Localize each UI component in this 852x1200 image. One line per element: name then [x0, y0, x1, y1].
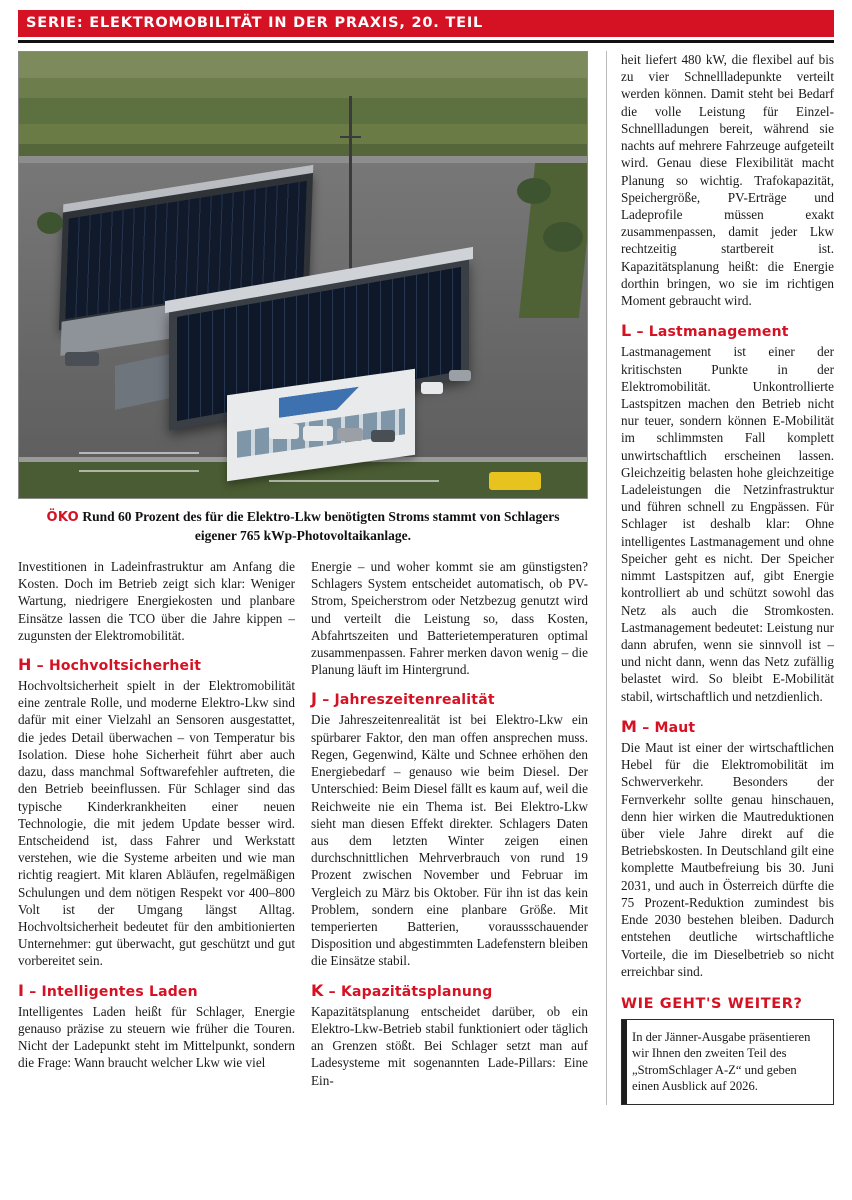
- section-letter-h: H: [18, 654, 32, 674]
- paragraph-kapazitaetsplanung-cont: heit liefert 480 kW, die flexibel auf bis zu vier Schnellladepunkte verteilt werden können. Damit steht bei Bedarf die volle Leistung für Einzel-Schnellladungen bereit, während sie nachts auf mehrere Fahrzeuge aufgeteilt wird. Genau diese Flexibilität macht Planung so wichtig. Trafokapazität, Speichergröße, PV-Erträge und Ladeprofile müssen exakt zusammenpassen, damit jeder Lkw rechtzeitig startbereit ist. Kapazitätsplanung heißt: die Energie dorthin bringen, wo sie im richtigen Moment gebraucht wird.: [621, 52, 834, 309]
- caption-text: Rund 60 Prozent des für die Elektro-Lkw benötigten Stroms stammt von Schlagers eigener 765 kWp-Photovoltaikanlage.: [78, 509, 560, 543]
- column-2: [311, 558, 588, 1089]
- teaser-box: [621, 1019, 834, 1105]
- section-letter-j: J: [311, 689, 318, 709]
- text-columns: [18, 558, 588, 1089]
- lot-marking: [269, 480, 439, 482]
- paragraph-intelligentes-laden-cont: Energie – und woher kommt sie am günstigsten? Schlagers System entscheidet automatisch, ob PV-Strom, Speicherstrom oder Netzbezug genutzt wird und verteilt die Leistung so, dass Kosten, Abfahrtszeiten und Batterietemperaturen optimal zusammenpassen. Fahrer merken davon wenig – die Planung läuft im Hintergrund.: [311, 558, 588, 678]
- yellow-machine: [489, 472, 541, 490]
- section-title-k: – Kapazitätsplanung: [323, 983, 493, 1000]
- lot-marking: [79, 470, 199, 472]
- section-heading-h: [18, 655, 295, 674]
- paragraph-hochvoltsicherheit: Hochvoltsicherheit spielt in der Elektromobilität eine zentrale Rolle, und moderne Elektro-Lkw sind dafür mit einer Vielzahl an Sensoren ausgestattet, die jedes Detail überwachen – von Temperatur bis Isolation. Diese hohe Sicherheit führt aber auch dazu, dass manchmal Softwarefehler auftreten, die den Betrieb beeinflussen. Für Schlager sind das typische Kinderkrankheiten einer neuen Technologie, die mit jedem Update besser wird. Entscheidend ist, dass Fahrer und Werkstatt verstehen, wie die Systeme arbeiten und wie man richtig reagiert. Mit klaren Abläufen, regelmäßigen Schulungen und dem nötigen Respekt vor 400–800 Volt ist der Umgang längst Alltag. Hochvoltsicherheit bedeutet für den ambitionierten Unternehmer: gut überwacht, gut geschützt und gut vorbereitet sein.: [18, 677, 295, 969]
- photo-caption: [18, 508, 588, 544]
- section-title-h: – Hochvoltsicherheit: [31, 657, 202, 674]
- field-band: [19, 52, 587, 78]
- paragraph-intelligentes-laden: Intelligentes Laden heißt für Schlager, Energie genauso präzise zu steuern wie früher die Touren. Nicht der Ladepunkt steht im Mittelpunkt, sondern die Frage: Wann braucht welcher Lkw wie viel: [18, 1003, 295, 1071]
- field-band: [19, 78, 587, 98]
- paragraph-kapazitaetsplanung: Kapazitätsplanung entscheidet darüber, ob ein Elektro-Lkw-Betrieb stabil funktioniert oder täglich an Grenzen stößt. Bei Schlager setzt man auf Ladesysteme mit sogenannten Lade-Pillars: Eine Ein-: [311, 1003, 588, 1088]
- paragraph-jahreszeitenrealitaet: Die Jahreszeitenrealität ist bei Elektro-Lkw ein spürbarer Faktor, den man offen ansprechen muss. Regen, Gegenwind, Kälte und Schnee erhöhen den Energiebedarf – genauso wie beim Diesel. Der Unterschied: Beim Diesel fällt es kaum auf, weil die Reichweite nie ein Thema ist. Bei Elektro-Lkw sieht man diesen Effekt direkter. Schlagers Daten aus dem letzten Winter zeigen einen durchschnittlichen Mehrverbrauch von rund 19 Prozent zwischen November und Februar im Vergleich zu März bis Oktober. Für ihn ist das kein Problem, sondern eine planbare Größe. Mit temperierten Batterien, voraussschauender Disposition und abgestimmten Ladefenstern bleiben die Einsätze stabil.: [311, 712, 588, 969]
- series-label: SERIE: ELEKTROMOBILITÄT IN DER PRAXIS, 20. TEIL: [18, 10, 834, 37]
- access-road: [19, 156, 587, 163]
- section-letter-l: L: [621, 321, 632, 341]
- column-1: [18, 558, 295, 1089]
- section-heading-l: [621, 321, 834, 340]
- section-title-j: – Jahreszeitenrealität: [317, 692, 495, 709]
- caption-kicker: ÖKO: [46, 510, 79, 525]
- section-letter-k: K: [311, 980, 324, 1000]
- section-title-i: – Intelligentes Laden: [24, 983, 198, 1000]
- section-heading-k: [311, 981, 588, 1000]
- parked-car: [449, 370, 471, 381]
- section-heading-j: [311, 689, 588, 708]
- tree: [543, 222, 583, 252]
- parked-car: [421, 382, 443, 394]
- lot-marking: [79, 452, 199, 454]
- field-band: [19, 124, 587, 144]
- teaser-text: In der Jänner-Ausgabe präsentieren wir Ihnen den zweiten Teil des „StromSchlager A-Z“ und geben einen Ausblick auf 2026.: [632, 1029, 811, 1094]
- parked-car: [371, 430, 395, 442]
- section-heading-i: [18, 981, 295, 1000]
- left-region: [18, 51, 588, 1105]
- parked-truck: [65, 352, 99, 366]
- company-logo-sign: [279, 387, 359, 418]
- tree: [517, 178, 551, 204]
- tree: [37, 212, 63, 234]
- column-3: [606, 51, 834, 1105]
- parked-van: [303, 426, 333, 441]
- teaser-heading: WIE GEHT'S WEITER?: [621, 995, 803, 1012]
- paragraph-maut: Die Maut ist einer der wirtschaftlichen Hebel für die Elektromobilität im Schwerverkehr. Besonders der Fernverkehr sollte genau hinschauen, denn hier wirken die Mautreduktionen über viele Jahre direkt auf die Betriebskosten. In Deutschland gilt eine komplette Mautbefreiung bis 30. Juni 2031, und auch in Österreich dürfte die 75 Prozent-Reduktion zumindest bis Ende 2030 bestehen bleiben. Dadurch entstehen deutliche wirtschaftliche Vorteile, die im Dieselbetrieb so nicht erreichbar sind.: [621, 739, 834, 979]
- paragraph-lastmanagement: Lastmanagement ist einer der kritischsten Punkte in der Elektromobilität. Unkontrollierte Lastspitzen machen den Betrieb nicht nur teuer, sondern können E-Mobilität im schlimmsten Fall komplett unwirtschaftlich erscheinen lassen. Gleichzeitig belasten hohe gleichzeitige Ladeleistungen die Netzinfrastruktur und führen schnell zu Engpässen. Für Schlager ist deshalb klar: Ohne intelligentes Lastmanagement und ohne Speicher geht es nicht. Der Speicher nimmt Lastspitzen auf, gibt Energie kontrolliert ab und schützt sowohl das Netz als auch die Stromkosten. Lastmanagement bedeutet: Leistung nur dann abrufen, wenn sie sinnvoll ist – und nicht dann, wenn das Netz zufällig belastet wird. So bleibt E-Mobilität stabil, wirtschaftlich und netzdienlich.: [621, 344, 834, 704]
- section-title-m: – Maut: [637, 719, 696, 736]
- section-heading-m: [621, 717, 834, 736]
- header-rule: [18, 40, 834, 43]
- section-title-l: – Lastmanagement: [631, 324, 789, 341]
- series-header: [18, 10, 834, 43]
- paragraph-intro: Investitionen in Ladeinfrastruktur am Anfang die Kosten. Doch im Betrieb zeigt sich klar: Weniger Wartung, niedrigere Energiekosten und planbare Einsätze lassen die TCO über die Jahre kippen – zugunsten der Elektromobilität.: [18, 558, 295, 643]
- page-body: [18, 51, 834, 1105]
- parked-van: [269, 424, 299, 439]
- aerial-photo: [18, 51, 588, 499]
- parked-car: [337, 428, 363, 441]
- magazine-page: [0, 10, 852, 1200]
- section-letter-m: M: [621, 716, 638, 736]
- field-band: [19, 98, 587, 124]
- section-letter-i: I: [18, 980, 25, 1000]
